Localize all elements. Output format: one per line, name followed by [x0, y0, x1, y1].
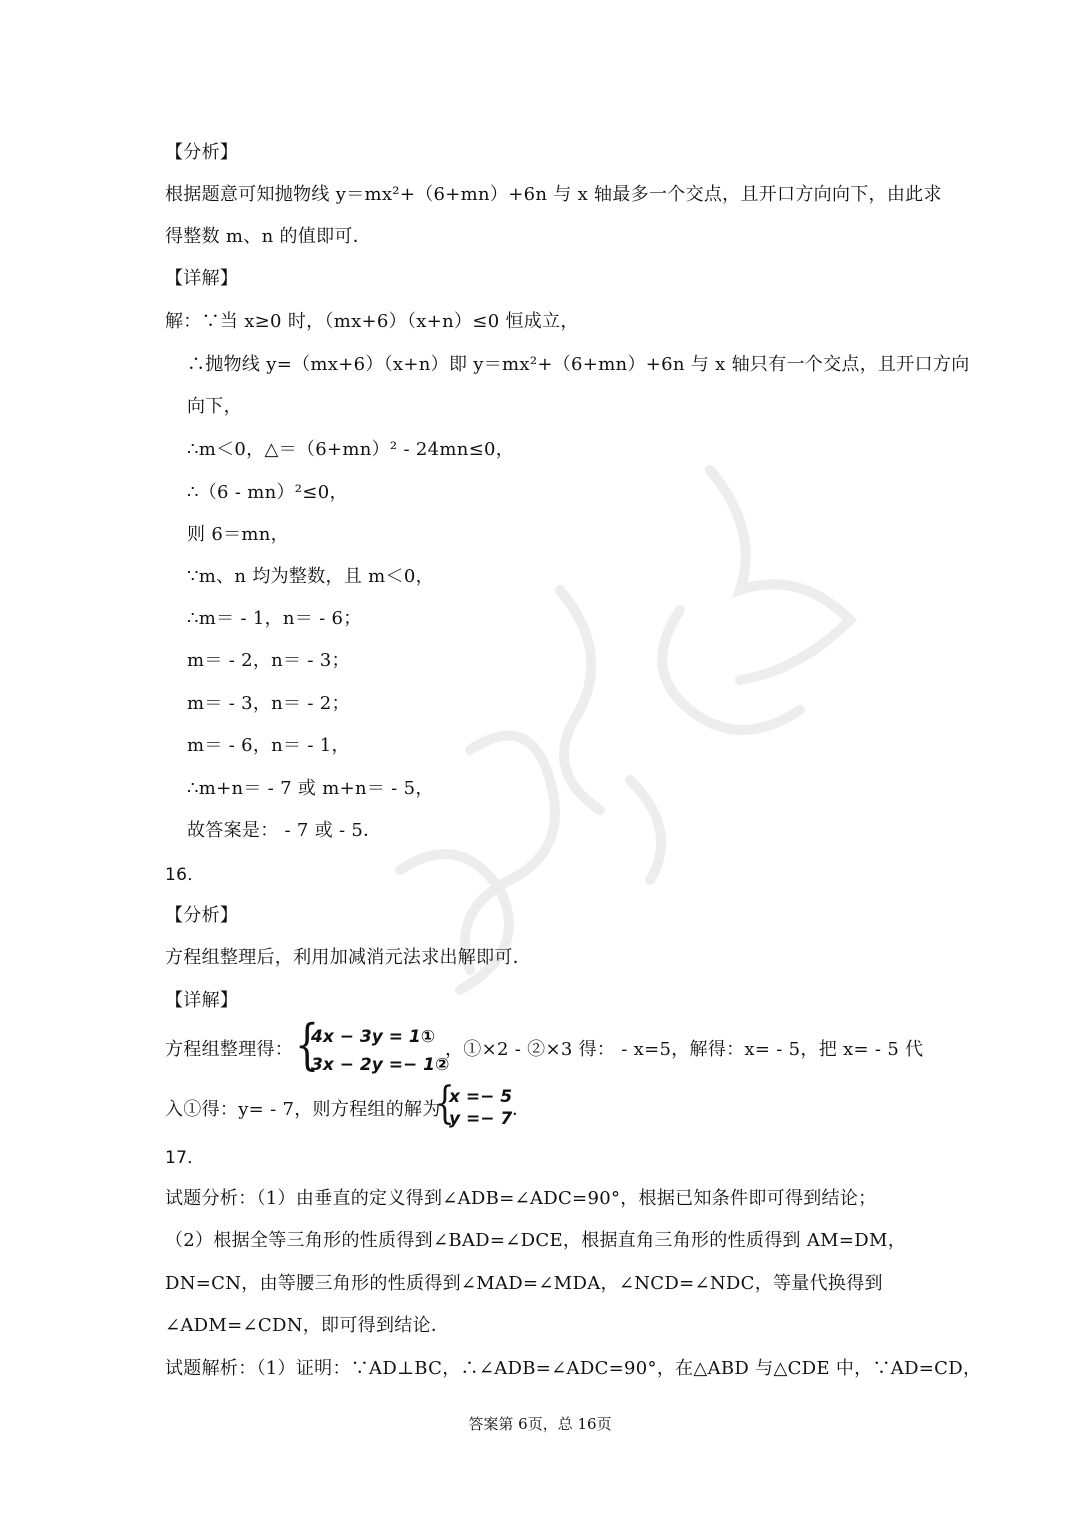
section-heading-detail: 【详解】 [165, 268, 239, 289]
text-line: ∠ADM=∠CDN，即可得到结论． [165, 1315, 450, 1336]
equation-2: 3x − 2y =− 1② [311, 1055, 450, 1075]
text-line: 入①得：y= - 7，则方程组的解为 [165, 1099, 441, 1120]
text-line: 得整数 m、n 的值即可． [165, 226, 372, 247]
text-line: m＝ - 3，n＝ - 2； [187, 693, 350, 714]
text-line: 试题解析：（1）证明：∵AD⊥BC，∴∠ADB=∠ADC=90°，在△ABD 与△CDE 中，∵AD=CD， [165, 1358, 982, 1379]
text-line: m＝ - 6，n＝ - 1， [187, 735, 350, 756]
brace: { [435, 1078, 455, 1129]
text-line: 解：∵当 x≥0 时，（mx+6）（x+n）≤0 恒成立， [165, 311, 579, 332]
section-heading-analysis: 【分析】 [165, 905, 239, 926]
question-number-16: 16． [165, 865, 205, 885]
text-line: ∴抛物线 y=（mx+6）（x+n）即 y＝mx²+（6+mn）+6n 与 x 轴只有一个交点，且开口方向 [187, 354, 970, 375]
text-line: （2）根据全等三角形的性质得到∠BAD=∠DCE，根据直角三角形的性质得到 AM=DM， [165, 1230, 906, 1251]
text-line: ∴（6 - mn）²≤0， [187, 482, 348, 503]
question-number-17: 17． [165, 1148, 205, 1168]
solution-x: x =− 5 [449, 1087, 513, 1107]
page-footer: 答案第 6页，总 16页 [468, 1415, 612, 1433]
section-heading-analysis: 【分析】 [165, 142, 239, 163]
text-line: 则 6＝mn， [187, 524, 289, 545]
text-line: m＝ - 2，n＝ - 3； [187, 650, 350, 671]
text-line: 方程组整理后，利用加减消元法求出解即可． [165, 947, 531, 968]
text-line: ∴m+n＝ - 7 或 m+n＝ - 5， [187, 778, 434, 799]
text-line: ，①×2 - ②×3 得： - x=5，解得：x= - 5，把 x= - 5 代 [445, 1039, 924, 1060]
watermark-seal [380, 450, 900, 1010]
equation-1: 4x − 3y = 1① [311, 1027, 436, 1047]
text-line: ∴m＜0，△＝（6+mn）² - 24mn≤0， [187, 439, 515, 460]
text-line: DN=CN，由等腰三角形的性质得到∠MAD=∠MDA，∠NCD=∠NDC，等量代换得到 [165, 1273, 883, 1294]
text-line: 向下， [187, 396, 242, 417]
section-heading-detail: 【详解】 [165, 990, 239, 1011]
text-line: ∵m、n 均为整数，且 m＜0， [187, 566, 434, 587]
text-line: ． [512, 1099, 531, 1120]
text-line: 试题分析：（1）由垂直的定义得到∠ADB=∠ADC=90°，根据已知条件即可得到结论； [165, 1188, 877, 1209]
text-line: 方程组整理得： [165, 1039, 294, 1060]
text-line: 根据题意可知抛物线 y＝mx²+（6+mn）+6n 与 x 轴最多一个交点，且开口方向向下，由此求 [165, 184, 942, 205]
brace: { [295, 1013, 320, 1076]
text-line: 故答案是： - 7 或 - 5． [187, 820, 382, 841]
solution-y: y =− 7 [449, 1109, 513, 1129]
text-line: ∴m＝ - 1，n＝ - 6； [187, 608, 362, 629]
